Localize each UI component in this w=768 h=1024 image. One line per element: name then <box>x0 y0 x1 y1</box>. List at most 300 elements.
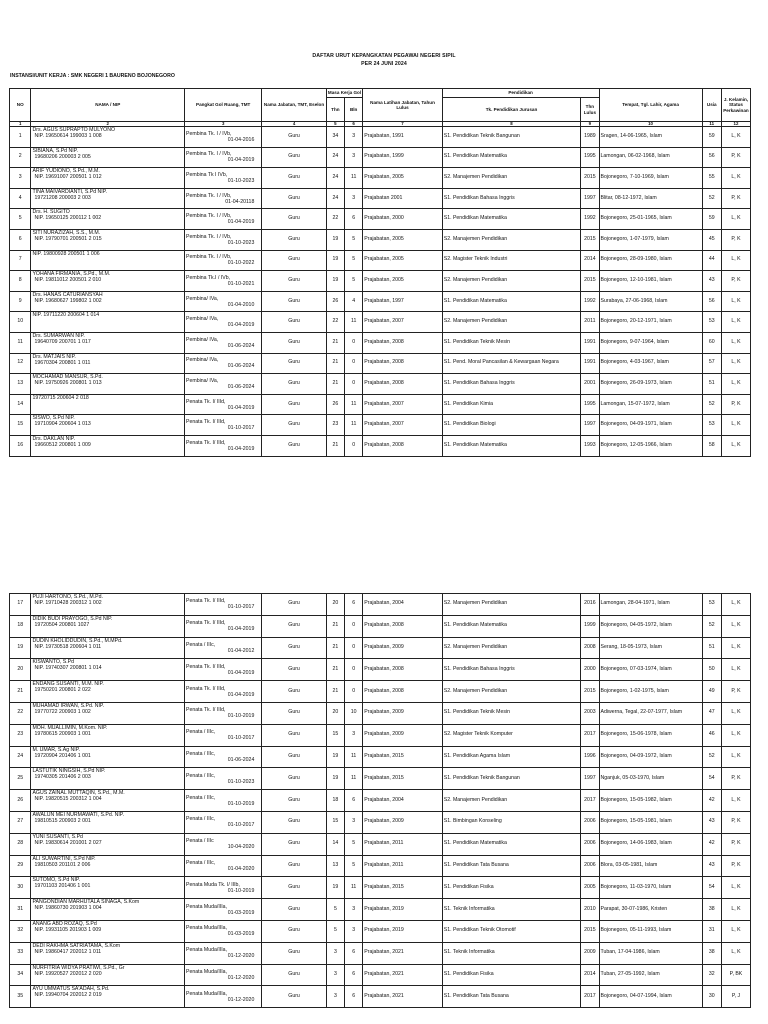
cell-jurusan: S2. Manajemen Pendidikan <box>442 271 581 292</box>
cell-thn-lulus: 2017 <box>581 986 599 1008</box>
pangkat-tmt: 01-06-2024 <box>227 383 255 390</box>
cell-no: 17 <box>10 594 31 616</box>
cell-jk: L, K <box>721 637 750 659</box>
cell-tempat-lahir: Bojonegoro, 14-06-1983, Islam <box>599 833 702 855</box>
cell-tempat-lahir: Sragen, 14-06-1965, Islam <box>599 127 702 148</box>
cell-thn-lulus: 1999 <box>581 615 599 637</box>
employee-nip: 19710904 200604 1 013 <box>34 421 91 428</box>
cell-tempat-lahir: Bojonegoro, 04-07-1994, Islam <box>599 986 702 1008</box>
cell-jurusan: S2. Manajemen Pendidikan <box>442 229 581 250</box>
employee-name: LASTUTIK NINGSIH, S.Pd NIP. <box>32 768 106 775</box>
cell-thn-lulus: 1997 <box>581 415 599 436</box>
cell-jurusan: S1. Pendidikan Fisika <box>442 964 581 986</box>
cell-tempat-lahir: Parapat, 30-07-1986, Kristen <box>599 899 702 921</box>
cell-masa-thn: 21 <box>326 435 344 456</box>
cell-masa-thn: 21 <box>326 353 344 374</box>
cell-jk: L, K <box>721 415 750 436</box>
cell-nama-nip <box>31 147 185 168</box>
cell-tempat-lahir: Bojonegoro, 15-05-1981, Islam <box>599 811 702 833</box>
col-number: 2 <box>31 122 185 127</box>
cell-jabatan: Guru <box>262 790 326 812</box>
cell-no: 26 <box>10 790 31 812</box>
pangkat-label: Pembina/ IVa, <box>186 377 219 384</box>
cell-nama-nip <box>31 724 185 746</box>
pangkat-tmt: 01-10-2017 <box>227 425 255 432</box>
cell-nama-nip <box>31 332 185 353</box>
cell-masa-thn: 13 <box>326 855 344 877</box>
cell-pangkat <box>185 964 262 986</box>
cell-jurusan: S2. Manajemen Pendidikan <box>442 637 581 659</box>
col-header-no: NO <box>10 89 31 122</box>
cell-nama-nip <box>31 209 185 230</box>
table-row <box>10 790 751 812</box>
cell-usia: 52 <box>702 746 721 768</box>
employee-name: YOHANA FIRMANIA, S.Pd., M.M. <box>32 271 111 278</box>
cell-latihan: Prajabatan, 2019 <box>363 899 442 921</box>
col-header-jurusan: Tk. Pendidikan Jurusan <box>442 98 581 122</box>
table-row <box>10 168 751 189</box>
cell-jk: L, K <box>721 168 750 189</box>
cell-usia: 57 <box>702 353 721 374</box>
cell-masa-bln: 5 <box>345 271 363 292</box>
employee-name: SISWO, S.Pd NIP. <box>32 415 75 422</box>
cell-jabatan: Guru <box>262 291 326 312</box>
table-row <box>10 637 751 659</box>
table-row <box>10 394 751 415</box>
employee-name: DUDIN KHOLIDDUDIN, S.Pd., M.MPd. <box>32 637 123 644</box>
cell-no: 10 <box>10 312 31 333</box>
cell-pangkat <box>185 702 262 724</box>
cell-nama-nip <box>31 435 185 456</box>
cell-latihan: Prajabatan, 2021 <box>363 964 442 986</box>
employee-name: NURFITRIA WIDYA PRATIWI, S.Pd., Gr <box>32 964 125 971</box>
cell-nama-nip <box>31 127 185 148</box>
pangkat-label: Penata Tk. I/ IIId, <box>186 439 226 446</box>
cell-masa-bln: 0 <box>345 659 363 681</box>
cell-pangkat <box>185 209 262 230</box>
cell-jabatan: Guru <box>262 855 326 877</box>
cell-latihan: Prajabatan, 2011 <box>363 833 442 855</box>
pangkat-tmt: 01-04-2019 <box>227 322 255 329</box>
pangkat-label: Penata Tk. I/ IIId, <box>186 707 226 714</box>
cell-jk: L, K <box>721 332 750 353</box>
cell-nama-nip <box>31 291 185 312</box>
cell-masa-bln: 0 <box>345 681 363 703</box>
cell-tempat-lahir: Tuban, 17-04-1986, Islam <box>599 942 702 964</box>
employee-nip: NIP. 19830614 201001 2 027 <box>34 839 102 846</box>
cell-jabatan: Guru <box>262 250 326 271</box>
employee-nip: NIP. 19710428 200312 1 002 <box>34 600 102 606</box>
cell-pangkat <box>185 435 262 456</box>
cell-pangkat <box>185 986 262 1008</box>
cell-masa-bln: 3 <box>345 188 363 209</box>
col-number: 4 <box>262 122 326 127</box>
cell-masa-thn: 21 <box>326 332 344 353</box>
cell-masa-thn: 24 <box>326 147 344 168</box>
table-row <box>10 332 751 353</box>
cell-no: 15 <box>10 415 31 436</box>
cell-jk: P, K <box>721 188 750 209</box>
cell-latihan: Prajabatan, 2008 <box>363 353 442 374</box>
cell-masa-thn: 21 <box>326 374 344 395</box>
cell-jabatan: Guru <box>262 435 326 456</box>
employee-name: AGUS ZAINAL MUTTAQIN, S.Pd., M.M. <box>32 790 125 797</box>
cell-thn-lulus: 2015 <box>581 681 599 703</box>
cell-tempat-lahir: Bojonegoro, 15-06-1978, Islam <box>599 724 702 746</box>
col-header-nama: NAMA / NIP <box>31 89 185 122</box>
pangkat-tmt: 01-06-2024 <box>227 342 255 349</box>
cell-no: 19 <box>10 637 31 659</box>
cell-thn-lulus: 2006 <box>581 833 599 855</box>
cell-jabatan: Guru <box>262 964 326 986</box>
table-row <box>10 811 751 833</box>
employee-nip: NIP. 19860730 201903 1 004 <box>34 905 102 912</box>
cell-masa-bln: 3 <box>345 724 363 746</box>
cell-masa-thn: 18 <box>326 790 344 812</box>
cell-masa-bln: 0 <box>345 637 363 659</box>
employee-nip: 19780615 200903 1 001 <box>34 730 91 737</box>
cell-jabatan: Guru <box>262 811 326 833</box>
cell-masa-thn: 22 <box>326 209 344 230</box>
cell-masa-thn: 24 <box>326 168 344 189</box>
cell-jk: P, J <box>721 986 750 1008</box>
cell-latihan: Prajabatan, 2015 <box>363 746 442 768</box>
cell-jurusan: S1. Pendidikan Teknik Mesin <box>442 332 581 353</box>
cell-masa-bln: 11 <box>345 394 363 415</box>
cell-usia: 31 <box>702 920 721 942</box>
employee-nip: 19720504 200801 1027 <box>34 621 90 628</box>
cell-masa-bln: 0 <box>345 374 363 395</box>
cell-no: 3 <box>10 168 31 189</box>
cell-masa-bln: 3 <box>345 811 363 833</box>
employee-name: ARIF YUDIONO, S.Pd., M.M. <box>32 168 100 175</box>
employee-nip: 19680206 200003 2 005 <box>34 153 91 160</box>
cell-no: 32 <box>10 920 31 942</box>
cell-masa-bln: 11 <box>345 877 363 899</box>
col-header-latihan: Nama Latihan Jabatan, Tahun Lulus <box>363 89 442 122</box>
pangkat-tmt: 01-10-2017 <box>227 822 255 829</box>
pangkat-label: Pembina Tk. I / IVb, <box>186 130 232 137</box>
table-row <box>10 312 751 333</box>
col-header-pendidikan: Pendidikan <box>442 89 599 98</box>
cell-usia: 38 <box>702 942 721 964</box>
employee-nip: NIP. 19691007 200501 1 012 <box>34 174 102 181</box>
table-row <box>10 659 751 681</box>
cell-jk: L, K <box>721 291 750 312</box>
cell-usia: 56 <box>702 291 721 312</box>
cell-thn-lulus: 2016 <box>581 594 599 616</box>
pangkat-tmt: 01-04-2019 <box>227 404 255 411</box>
pangkat-label: Penata Muda/IIIa, <box>186 947 227 954</box>
cell-pangkat <box>185 291 262 312</box>
cell-pangkat <box>185 188 262 209</box>
cell-jurusan: S1. Teknik Informatika <box>442 942 581 964</box>
cell-jabatan: Guru <box>262 681 326 703</box>
table-row <box>10 147 751 168</box>
employee-name: NIP. 19800928 200501 1 006 <box>32 250 100 257</box>
employee-nip: 19750201 200801 2 022 <box>34 687 91 694</box>
cell-no: 34 <box>10 964 31 986</box>
cell-thn-lulus: 2005 <box>581 877 599 899</box>
cell-jurusan: S1. Teknik Informatika <box>442 899 581 921</box>
cell-pangkat <box>185 637 262 659</box>
cell-usia: 43 <box>702 811 721 833</box>
cell-masa-thn: 21 <box>326 637 344 659</box>
cell-jurusan: S1. Pendidikan Teknik Otomotif <box>442 920 581 942</box>
cell-thn-lulus: 2017 <box>581 790 599 812</box>
cell-thn-lulus: 1995 <box>581 147 599 168</box>
table-row <box>10 702 751 724</box>
cell-latihan: Prajabatan, 1997 <box>363 291 442 312</box>
employee-name: AYU UMMATUS SA'ADAH, S.Pd. <box>32 986 110 993</box>
pangkat-label: Penata Muda/IIIa, <box>186 925 227 932</box>
employee-name: SUTOMO, S.Pd NIP. <box>32 877 81 884</box>
cell-pangkat <box>185 659 262 681</box>
cell-jurusan: S1. Pendidikan Teknik Bangunan <box>442 127 581 148</box>
cell-masa-thn: 26 <box>326 291 344 312</box>
cell-tempat-lahir: Bojonegoro, 04-09-1971, Islam <box>599 415 702 436</box>
cell-jk: L, K <box>721 659 750 681</box>
cell-jurusan: S1. Pendidikan Teknik Mesin <box>442 702 581 724</box>
cell-tempat-lahir: Bojonegoro, 7-10-1969, Islam <box>599 168 702 189</box>
table-row <box>10 291 751 312</box>
cell-masa-bln: 5 <box>345 250 363 271</box>
cell-latihan: Prajabatan, 2015 <box>363 877 442 899</box>
cell-masa-bln: 11 <box>345 768 363 790</box>
cell-masa-bln: 6 <box>345 964 363 986</box>
cell-pangkat <box>185 833 262 855</box>
cell-jabatan: Guru <box>262 659 326 681</box>
table-row <box>10 353 751 374</box>
cell-nama-nip <box>31 877 185 899</box>
cell-no: 8 <box>10 271 31 292</box>
cell-masa-thn: 26 <box>326 394 344 415</box>
employee-nip: NIP. 19820515 200312 1 004 <box>34 796 102 803</box>
employee-name: YUNI SUSANTI, S.Pd <box>32 833 83 840</box>
cell-jabatan: Guru <box>262 271 326 292</box>
cell-masa-thn: 24 <box>326 188 344 209</box>
cell-usia: 45 <box>702 229 721 250</box>
pangkat-tmt: 01-04-2019 <box>227 626 255 633</box>
cell-no: 12 <box>10 353 31 374</box>
employee-nip: NIP. 19790701 200501 2 015 <box>34 235 102 242</box>
cell-latihan: Prajabatan, 2007 <box>363 312 442 333</box>
cell-jurusan: S1. Pendidikan Bahasa Inggris <box>442 374 581 395</box>
cell-masa-bln: 5 <box>345 229 363 250</box>
cell-jurusan: S2. Manajemen Pendidikan <box>442 594 581 616</box>
cell-nama-nip <box>31 659 185 681</box>
cell-jurusan: S1. Pendidikan Teknik Bangunan <box>442 768 581 790</box>
cell-latihan: Prajabatan, 2008 <box>363 615 442 637</box>
cell-tempat-lahir: Bojonegoro, 26-09-1973, Islam <box>599 374 702 395</box>
pangkat-label: Penata / IIIc, <box>186 750 216 757</box>
cell-pangkat <box>185 681 262 703</box>
cell-latihan: Prajabatan, 2019 <box>363 920 442 942</box>
cell-latihan: Prajabatan, 2005 <box>363 229 442 250</box>
cell-no: 1 <box>10 127 31 148</box>
cell-nama-nip <box>31 637 185 659</box>
cell-no: 20 <box>10 659 31 681</box>
pangkat-label: Penata / IIIc, <box>186 772 216 779</box>
cell-tempat-lahir: Bojonegoro, 04-09-1972, Islam <box>599 746 702 768</box>
cell-jabatan: Guru <box>262 615 326 637</box>
cell-usia: 53 <box>702 415 721 436</box>
cell-masa-thn: 19 <box>326 250 344 271</box>
cell-nama-nip <box>31 594 185 616</box>
cell-jabatan: Guru <box>262 127 326 148</box>
pangkat-tmt: 01-10-2017 <box>227 604 255 611</box>
pangkat-label: Penata Muda Tk. I/ IIIb, <box>186 881 240 888</box>
col-header-jk: J. Kelamin, Status Perkawinan <box>721 89 750 122</box>
employee-nip: 19740305 201406 2 003 <box>34 774 91 781</box>
cell-latihan: Prajabatan, 2008 <box>363 681 442 703</box>
pangkat-label: Penata Tk. I/ IIId, <box>186 620 226 627</box>
cell-usia: 55 <box>702 168 721 189</box>
cell-jurusan: S1. Pendidikan Matematika <box>442 435 581 456</box>
cell-jk: L, K <box>721 790 750 812</box>
col-number: 5 <box>326 122 344 127</box>
cell-jk: L, K <box>721 899 750 921</box>
pangkat-tmt: 01-10-2017 <box>227 735 255 742</box>
cell-jk: L, K <box>721 746 750 768</box>
pangkat-tmt: 01-10-2023 <box>227 177 255 184</box>
cell-no: 25 <box>10 768 31 790</box>
employee-name: PUJI HARTONO, S.Pd., M.Pd. <box>32 594 103 600</box>
cell-jk: L, K <box>721 702 750 724</box>
table-row <box>10 435 751 456</box>
cell-jabatan: Guru <box>262 594 326 616</box>
col-header-thn-lulus: Thn Lulus <box>581 98 599 122</box>
pangkat-tmt: 01-04-2019 <box>227 669 255 676</box>
cell-latihan: Prajabatan, 2000 <box>363 209 442 230</box>
employee-nip: 19721208 200003 2 003 <box>34 194 91 201</box>
cell-masa-bln: 6 <box>345 986 363 1008</box>
employee-name: KISWANTO, S.Pd <box>32 659 74 666</box>
cell-usia: 59 <box>702 209 721 230</box>
cell-thn-lulus: 2015 <box>581 229 599 250</box>
cell-masa-thn: 20 <box>326 702 344 724</box>
cell-latihan: Prajabatan, 1999 <box>363 147 442 168</box>
cell-no: 16 <box>10 435 31 456</box>
pangkat-label: Pembina Tk. I / IVb, <box>186 151 232 158</box>
cell-nama-nip <box>31 394 185 415</box>
cell-nama-nip <box>31 855 185 877</box>
col-number: 6 <box>345 122 363 127</box>
pangkat-label: Penata Tk. I/ IIId, <box>186 419 226 426</box>
table-row <box>10 374 751 395</box>
employee-nip: NIP. 19811012 200501 2 010 <box>34 277 102 284</box>
pangkat-label: Penata Muda/IIIa, <box>186 990 227 997</box>
cell-masa-bln: 11 <box>345 746 363 768</box>
cell-nama-nip <box>31 615 185 637</box>
cell-jabatan: Guru <box>262 209 326 230</box>
table-row <box>10 855 751 877</box>
pangkat-tmt: 01-04-2019 <box>227 219 255 226</box>
cell-no: 28 <box>10 833 31 855</box>
table-row <box>10 986 751 1008</box>
cell-usia: 42 <box>702 833 721 855</box>
cell-no: 6 <box>10 229 31 250</box>
cell-latihan: Prajabatan, 2009 <box>363 811 442 833</box>
pangkat-label: Penata Muda/IIIa, <box>186 903 227 910</box>
cell-no: 35 <box>10 986 31 1008</box>
cell-jk: L, K <box>721 353 750 374</box>
table-row <box>10 964 751 986</box>
employee-nip: 19660512 200801 1 009 <box>34 441 91 448</box>
pangkat-tmt: 01-04-2019 <box>227 445 255 452</box>
cell-nama-nip <box>31 312 185 333</box>
cell-masa-thn: 15 <box>326 811 344 833</box>
cell-thn-lulus: 1997 <box>581 188 599 209</box>
cell-masa-bln: 5 <box>345 855 363 877</box>
cell-no: 22 <box>10 702 31 724</box>
cell-jurusan: S2. Magister Teknik Komputer <box>442 724 581 746</box>
cell-jurusan: S2. Magister Teknik Industri <box>442 250 581 271</box>
cell-nama-nip <box>31 942 185 964</box>
employee-nip: NIP. 19931105 201903 1 009 <box>34 926 102 933</box>
cell-no: 18 <box>10 615 31 637</box>
cell-pangkat <box>185 920 262 942</box>
cell-jurusan: S1. Pendidikan Biologi <box>442 415 581 436</box>
cell-usia: 43 <box>702 271 721 292</box>
table-row <box>10 250 751 271</box>
cell-thn-lulus: 2017 <box>581 724 599 746</box>
cell-jurusan: S1. Pend. Moral Pancasilan & Kewargaan Negara <box>442 353 581 374</box>
cell-jk: L, K <box>721 594 750 616</box>
employee-nip: 19810503 201101 2 006 <box>34 861 91 868</box>
cell-nama-nip <box>31 271 185 292</box>
cell-usia: 43 <box>702 855 721 877</box>
cell-tempat-lahir: Bojonegoro, 25-01-1965, Islam <box>599 209 702 230</box>
cell-tempat-lahir: Tuban, 27-05-1992, Islam <box>599 964 702 986</box>
cell-nama-nip <box>31 899 185 921</box>
employee-nip: 19640709 200701 1 017 <box>34 338 91 345</box>
cell-latihan: Prajabatan, 2005 <box>363 250 442 271</box>
cell-thn-lulus: 1991 <box>581 353 599 374</box>
cell-latihan: Prajabatan, 2004 <box>363 594 442 616</box>
cell-jabatan: Guru <box>262 768 326 790</box>
cell-usia: 54 <box>702 877 721 899</box>
cell-tempat-lahir: Bojonegoro, 12-05-1966, Islam <box>599 435 702 456</box>
cell-pangkat <box>185 855 262 877</box>
cell-tempat-lahir: Bojonegoro, 4-03-1967, Islam <box>599 353 702 374</box>
cell-jurusan: S1. Bimbingan Konseling <box>442 811 581 833</box>
cell-thn-lulus: 1991 <box>581 332 599 353</box>
table-row <box>10 920 751 942</box>
employee-name: SITI NURAZIZAH, S.S., M.M. <box>32 229 101 236</box>
table-row <box>10 594 751 616</box>
pangkat-tmt: 01-04-2019 <box>227 157 255 164</box>
cell-pangkat <box>185 942 262 964</box>
cell-jk: L, K <box>721 209 750 230</box>
cell-pangkat <box>185 899 262 921</box>
employee-nip: 19701103 201406 1 001 <box>34 883 91 890</box>
cell-no: 30 <box>10 877 31 899</box>
cell-latihan: Prajabatan, 2008 <box>363 659 442 681</box>
employee-name: MOCHAMAD MANSUR, S.Pd. <box>32 374 103 381</box>
cell-masa-thn: 19 <box>326 271 344 292</box>
col-number: 10 <box>599 122 702 127</box>
cell-jurusan: S1. Pendidikan Matematika <box>442 147 581 168</box>
cell-usia: 56 <box>702 147 721 168</box>
cell-masa-thn: 21 <box>326 681 344 703</box>
employee-name: 19720715 200604 2 018 <box>32 394 89 401</box>
cell-jabatan: Guru <box>262 833 326 855</box>
pangkat-tmt: 01-10-2019 <box>227 887 255 894</box>
pangkat-label: Penata / IIIc <box>186 838 214 845</box>
cell-latihan: Prajabatan, 2011 <box>363 855 442 877</box>
col-header-tempat: Tempat, Tgl. Lahir, Agama <box>599 89 702 122</box>
